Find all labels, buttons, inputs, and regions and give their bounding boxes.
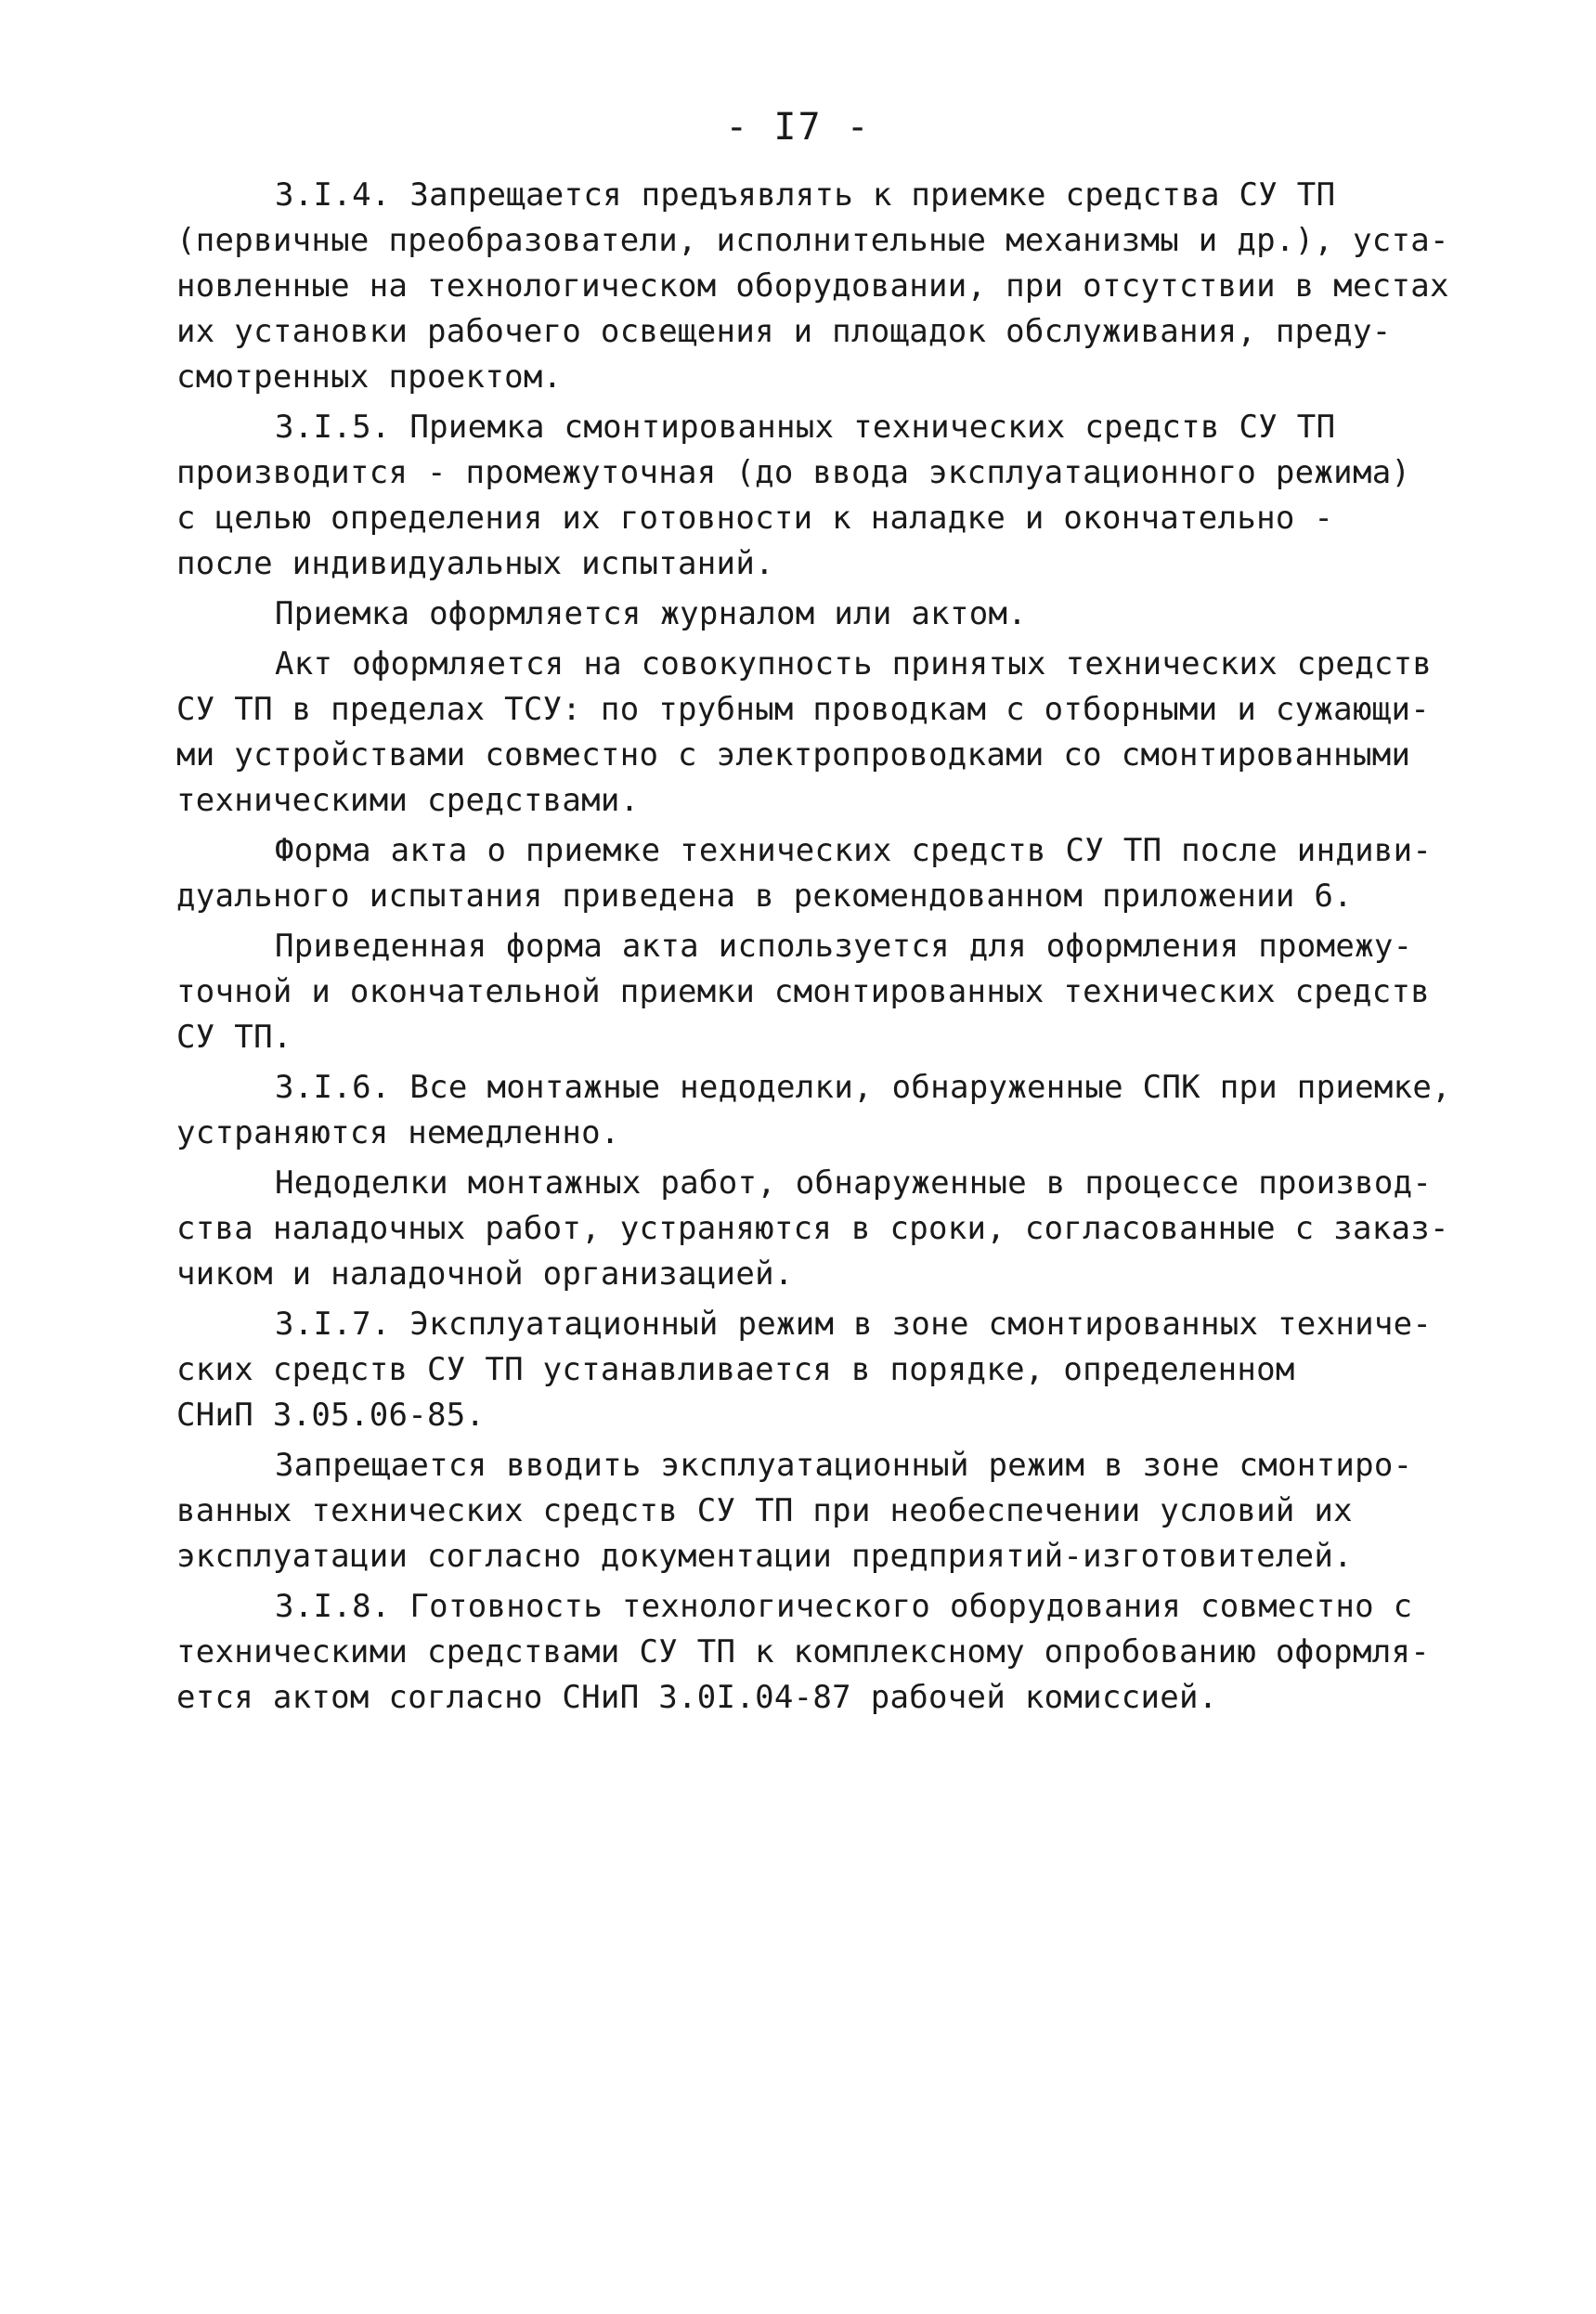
text-line: Форма акта о приемке технических средств СУ ТП после индиви-: [275, 832, 1433, 869]
text-line: СУ ТП.: [176, 1019, 292, 1056]
text-line: чиком и наладочной организацией.: [176, 1255, 794, 1293]
text-line: 3.I.5. Приемка смонтированных технических средств СУ ТП: [275, 409, 1336, 446]
text-line: смотренных проектом.: [176, 358, 563, 396]
text-line: устраняются немедленно.: [176, 1114, 620, 1151]
text-line: 3.I.7. Эксплуатационный режим в зоне смонтированных техниче-: [275, 1306, 1433, 1343]
text-line: Недоделки монтажных работ, обнаруженные в процессе производ-: [275, 1164, 1433, 1202]
text-line: производится - промежуточная (до ввода эксплуатационного режима): [176, 454, 1411, 491]
text-line: эксплуатации согласно документации предприятий-изготовителей.: [176, 1538, 1353, 1575]
text-line: 3.I.6. Все монтажные недоделки, обнаруженные СПК при приемке,: [275, 1069, 1451, 1106]
text-line: Запрещается вводить эксплуатационный режим в зоне смонтиро-: [275, 1447, 1413, 1484]
text-line: 3.I.4. Запрещается предъявлять к приемке средства СУ ТП: [275, 176, 1336, 214]
text-line: техническими средствами.: [176, 782, 640, 819]
body-text: [176, 173, 1451, 1721]
text-line: ских средств СУ ТП устанавливается в порядке, определенном: [176, 1351, 1295, 1388]
text-line: после индивидуальных испытаний.: [176, 545, 774, 582]
text-line: Акт оформляется на совокупность принятых технических средств: [275, 645, 1433, 682]
text-line: ванных технических средств СУ ТП при необеспечении условий их: [176, 1492, 1353, 1529]
text-line: (первичные преобразователи, исполнительные механизмы и др.), уста-: [176, 222, 1449, 259]
text-line: СНиП 3.05.06-85.: [176, 1397, 486, 1434]
text-line: техническими средствами СУ ТП к комплексному опробованию оформля-: [176, 1633, 1431, 1670]
text-line: новленные на технологическом оборудовании, при отсутствии в местах: [176, 267, 1449, 305]
text-line: Приемка оформляется журналом или актом.: [275, 595, 1028, 632]
text-line: точной и окончательной приемки смонтированных технических средств: [176, 973, 1431, 1010]
text-line: СУ ТП в пределах ТСУ: по трубным проводкам с отборными и сужающи-: [176, 691, 1431, 728]
text-line: Приведенная форма акта используется для оформления промежу-: [275, 928, 1413, 965]
text-line: ется актом согласно СНиП 3.0I.04-87 рабочей комиссией.: [176, 1679, 1218, 1716]
text-line: ства наладочных работ, устраняются в сроки, согласованные с заказ-: [176, 1210, 1449, 1247]
text-line: дуального испытания приведена в рекомендованном приложении 6.: [176, 878, 1353, 915]
text-line: 3.I.8. Готовность технологического оборудования совместно с: [275, 1588, 1413, 1625]
text-line: с целью определения их готовности к наладке и окончательно -: [176, 500, 1334, 537]
text-line: ми устройствами совместно с электропроводками со смонтированными: [176, 736, 1411, 774]
text-line: их установки рабочего освещения и площадок обслуживания, преду-: [176, 313, 1392, 350]
page-number: - I7 -: [725, 106, 871, 149]
